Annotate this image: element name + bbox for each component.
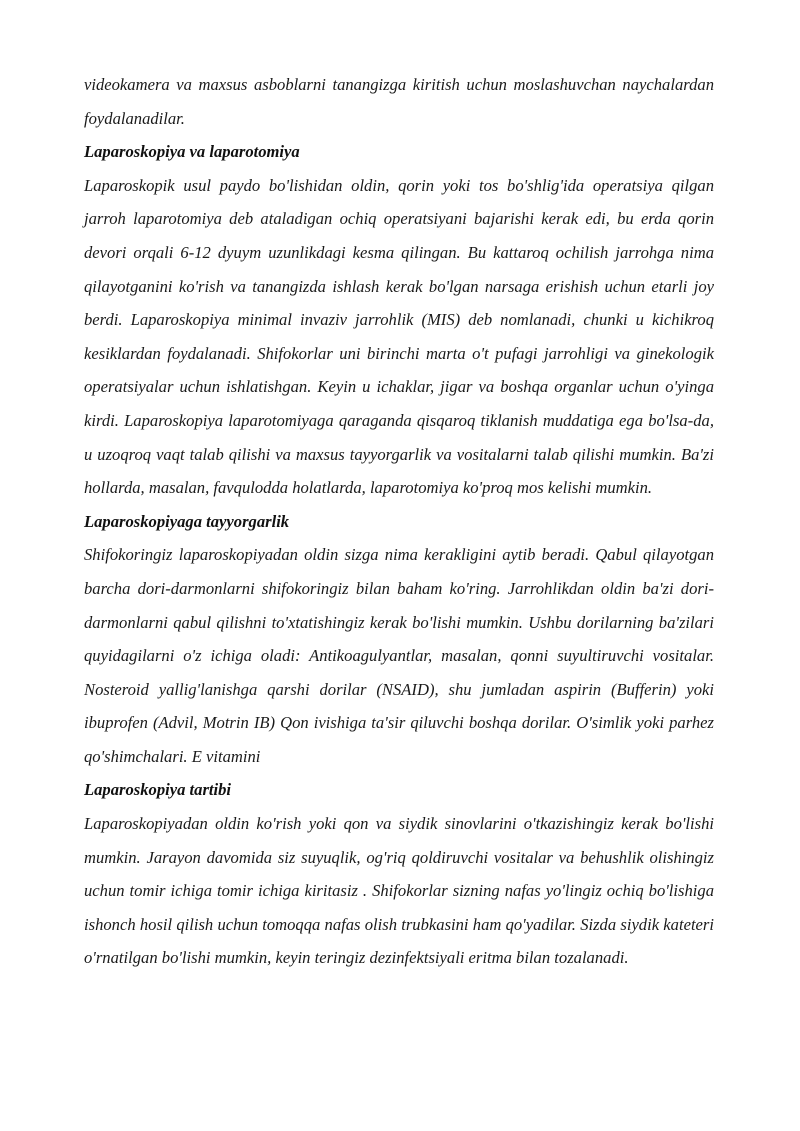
section-paragraph-tartibi: Laparoskopiyadan oldin ko'rish yoki qon va siydik sinovlarini o'tkazishingiz kerak bo'lishi mumkin. Jarayon davomida siz suyuqlik, og'riq qoldiruvchi vositalar va behushlik olishingiz uchun tomir ichiga tomir ichiga kiritasiz . Shifokorlar sizning nafas yo'lingiz ochiq bo'lishiga ishonch hosil qilish uchun tomoqqa nafas olish trubkasini ham qo'yadilar. Sizda siydik kateteri o'rnatilgan bo'lishi mumkin, keyin teringiz dezinfektsiyali eritma bilan tozalanadi. bbox=[84, 814, 714, 968]
intro-paragraph: videokamera va maxsus asboblarni tanangizga kiritish uchun moslashuvchan naychalardan foydalanadilar. bbox=[84, 75, 714, 128]
section-paragraph-laparoskopiya-va-laparotomiya: Laparoskopik usul paydo bo'lishidan oldin, qorin yoki tos bo'shlig'ida operatsiya qilgan jarroh laparotomiya deb ataladigan ochiq operatsiyani bajarishi kerak edi, bu erda qorin devori orqali 6-12 dyuym uzunlikdagi kesma qilingan. Bu kattaroq ochilish jarrohga nima qilayotganini ko'rish va tanangizda ishlash kerak bo'lgan narsaga erishish uchun etarli joy berdi. Laparoskopiya minimal invaziv jarrohlik (MIS) deb nomlanadi, chunki u kichikroq kesiklardan foydalanadi. Shifokorlar uni birinchi marta o't pufagi jarrohligi va ginekologik operatsiyalar uchun ishlatishgan. Keyin u ichaklar, jigar va boshqa organlar uchun o'yinga kirdi. Laparoskopiya laparotomiyaga qaraganda qisqaroq tiklanish muddatiga ega bo'lsa-da, u uzoqroq vaqt talab qilishi va maxsus tayyorgarlik va vositalarni talab qilishi mumkin. Ba'zi hollarda, masalan, favqulodda holatlarda, laparotomiya ko'proq mos kelishi mumkin. bbox=[84, 175, 714, 498]
section-heading-tayyorgarlik: Laparoskopiyaga tayyorgarlik bbox=[84, 511, 290, 531]
section-paragraph-tayyorgarlik: Shifokoringiz laparoskopiyadan oldin sizga nima kerakligini aytib beradi. Qabul qilayotgan barcha dori-darmonlarni shifokoringiz bilan baham ko'ring. Jarrohlikdan oldin ba'zi dori-darmonlarni qabul qilishni to'xtatishingiz kerak bo'lishi mumkin. Ushbu dorilarning ba'zilari quyidagilarni o'z ichiga oladi: Antikoagulyantlar, masalan, qonni suyultiruvchi vositalar. Nosteroid yallig'lanishga qarshi dorilar (NSAID), shu jumladan aspirin (Bufferin) yoki ibuprofen (Advil, Motrin IB) Qon ivishiga ta'sir qiluvchi boshqa dorilar. O'simlik yoki parhez qo'shimchalari. E vitamini bbox=[84, 545, 714, 766]
section-heading-laparoskopiya-va-laparotomiya: Laparoskopiya va laparotomiya bbox=[84, 142, 300, 162]
document-page bbox=[84, 68, 714, 975]
section-heading-tartibi: Laparoskopiya tartibi bbox=[84, 780, 232, 800]
